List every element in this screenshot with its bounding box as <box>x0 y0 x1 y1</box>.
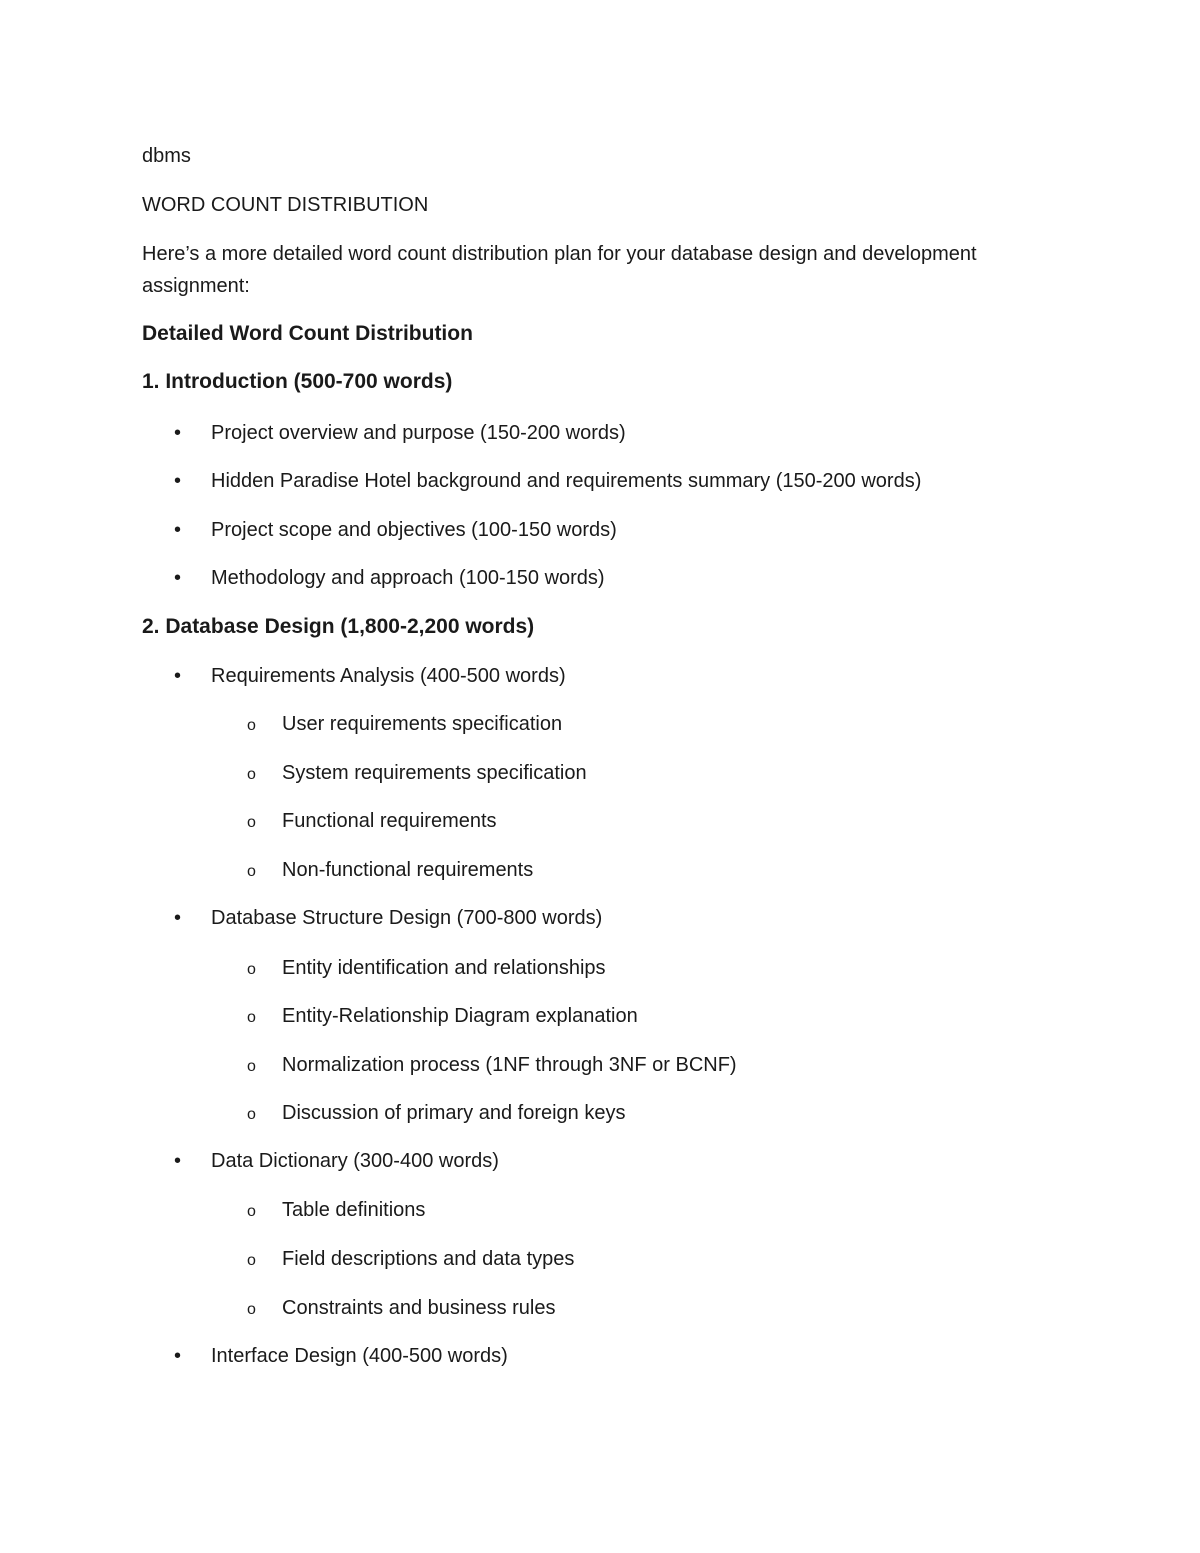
sub-bullet-icon: o <box>247 863 256 880</box>
sub-list-item: Constraints and business rules <box>282 1297 556 1319</box>
sub-bullet-icon: o <box>247 1009 256 1026</box>
bullet-icon: • <box>174 665 182 687</box>
list-item: Interface Design (400-500 words) <box>211 1345 508 1367</box>
page-heading: Detailed Word Count Distribution <box>142 322 473 345</box>
sub-list-item: Normalization process (1NF through 3NF or BCNF) <box>282 1054 737 1076</box>
list-item: Database Structure Design (700-800 words) <box>211 907 603 929</box>
section-heading-database-design: 2. Database Design (1,800-2,200 words) <box>142 615 535 638</box>
bullet-icon: • <box>174 422 182 444</box>
sub-list-item: Entity identification and relationships <box>282 957 606 979</box>
bullet-icon: • <box>174 1345 182 1367</box>
sub-list-item: Discussion of primary and foreign keys <box>282 1102 626 1124</box>
sub-bullet-icon: o <box>247 1301 256 1318</box>
list-item: Project overview and purpose (150-200 words) <box>211 422 626 444</box>
sub-bullet-icon: o <box>247 717 256 734</box>
sub-bullet-icon: o <box>247 1106 256 1123</box>
sub-list-item: User requirements specification <box>282 713 563 735</box>
list-item: Methodology and approach (100-150 words) <box>211 567 605 589</box>
list-item: Hidden Paradise Hotel background and requirements summary (150-200 words) <box>211 470 922 492</box>
bullet-icon: • <box>174 519 182 541</box>
sub-list-item: Field descriptions and data types <box>282 1248 575 1270</box>
sub-list-item: System requirements specification <box>282 762 587 784</box>
sub-bullet-icon: o <box>247 814 256 831</box>
bullet-icon: • <box>174 907 182 929</box>
list-item: Data Dictionary (300-400 words) <box>211 1150 499 1172</box>
intro-paragraph: Here’s a more detailed word count distribution plan for your database design and development assignment: <box>142 243 977 297</box>
sub-bullet-icon: o <box>247 766 256 783</box>
list-item: Requirements Analysis (400-500 words) <box>211 665 566 687</box>
doc-label: dbms <box>142 145 191 167</box>
sub-list-item: Entity-Relationship Diagram explanation <box>282 1005 638 1027</box>
sub-bullet-icon: o <box>247 1203 256 1220</box>
bullet-icon: • <box>174 567 182 589</box>
sub-bullet-icon: o <box>247 1252 256 1269</box>
list-item: Project scope and objectives (100-150 words) <box>211 519 617 541</box>
sub-list-item: Functional requirements <box>282 810 497 832</box>
sub-list-item: Non-functional requirements <box>282 859 534 881</box>
section-title: WORD COUNT DISTRIBUTION <box>142 194 429 216</box>
sub-list-item: Table definitions <box>282 1199 426 1221</box>
section-heading-introduction: 1. Introduction (500-700 words) <box>142 370 453 393</box>
sub-bullet-icon: o <box>247 1058 256 1075</box>
bullet-icon: • <box>174 1150 182 1172</box>
sub-bullet-icon: o <box>247 961 256 978</box>
bullet-icon: • <box>174 470 182 492</box>
